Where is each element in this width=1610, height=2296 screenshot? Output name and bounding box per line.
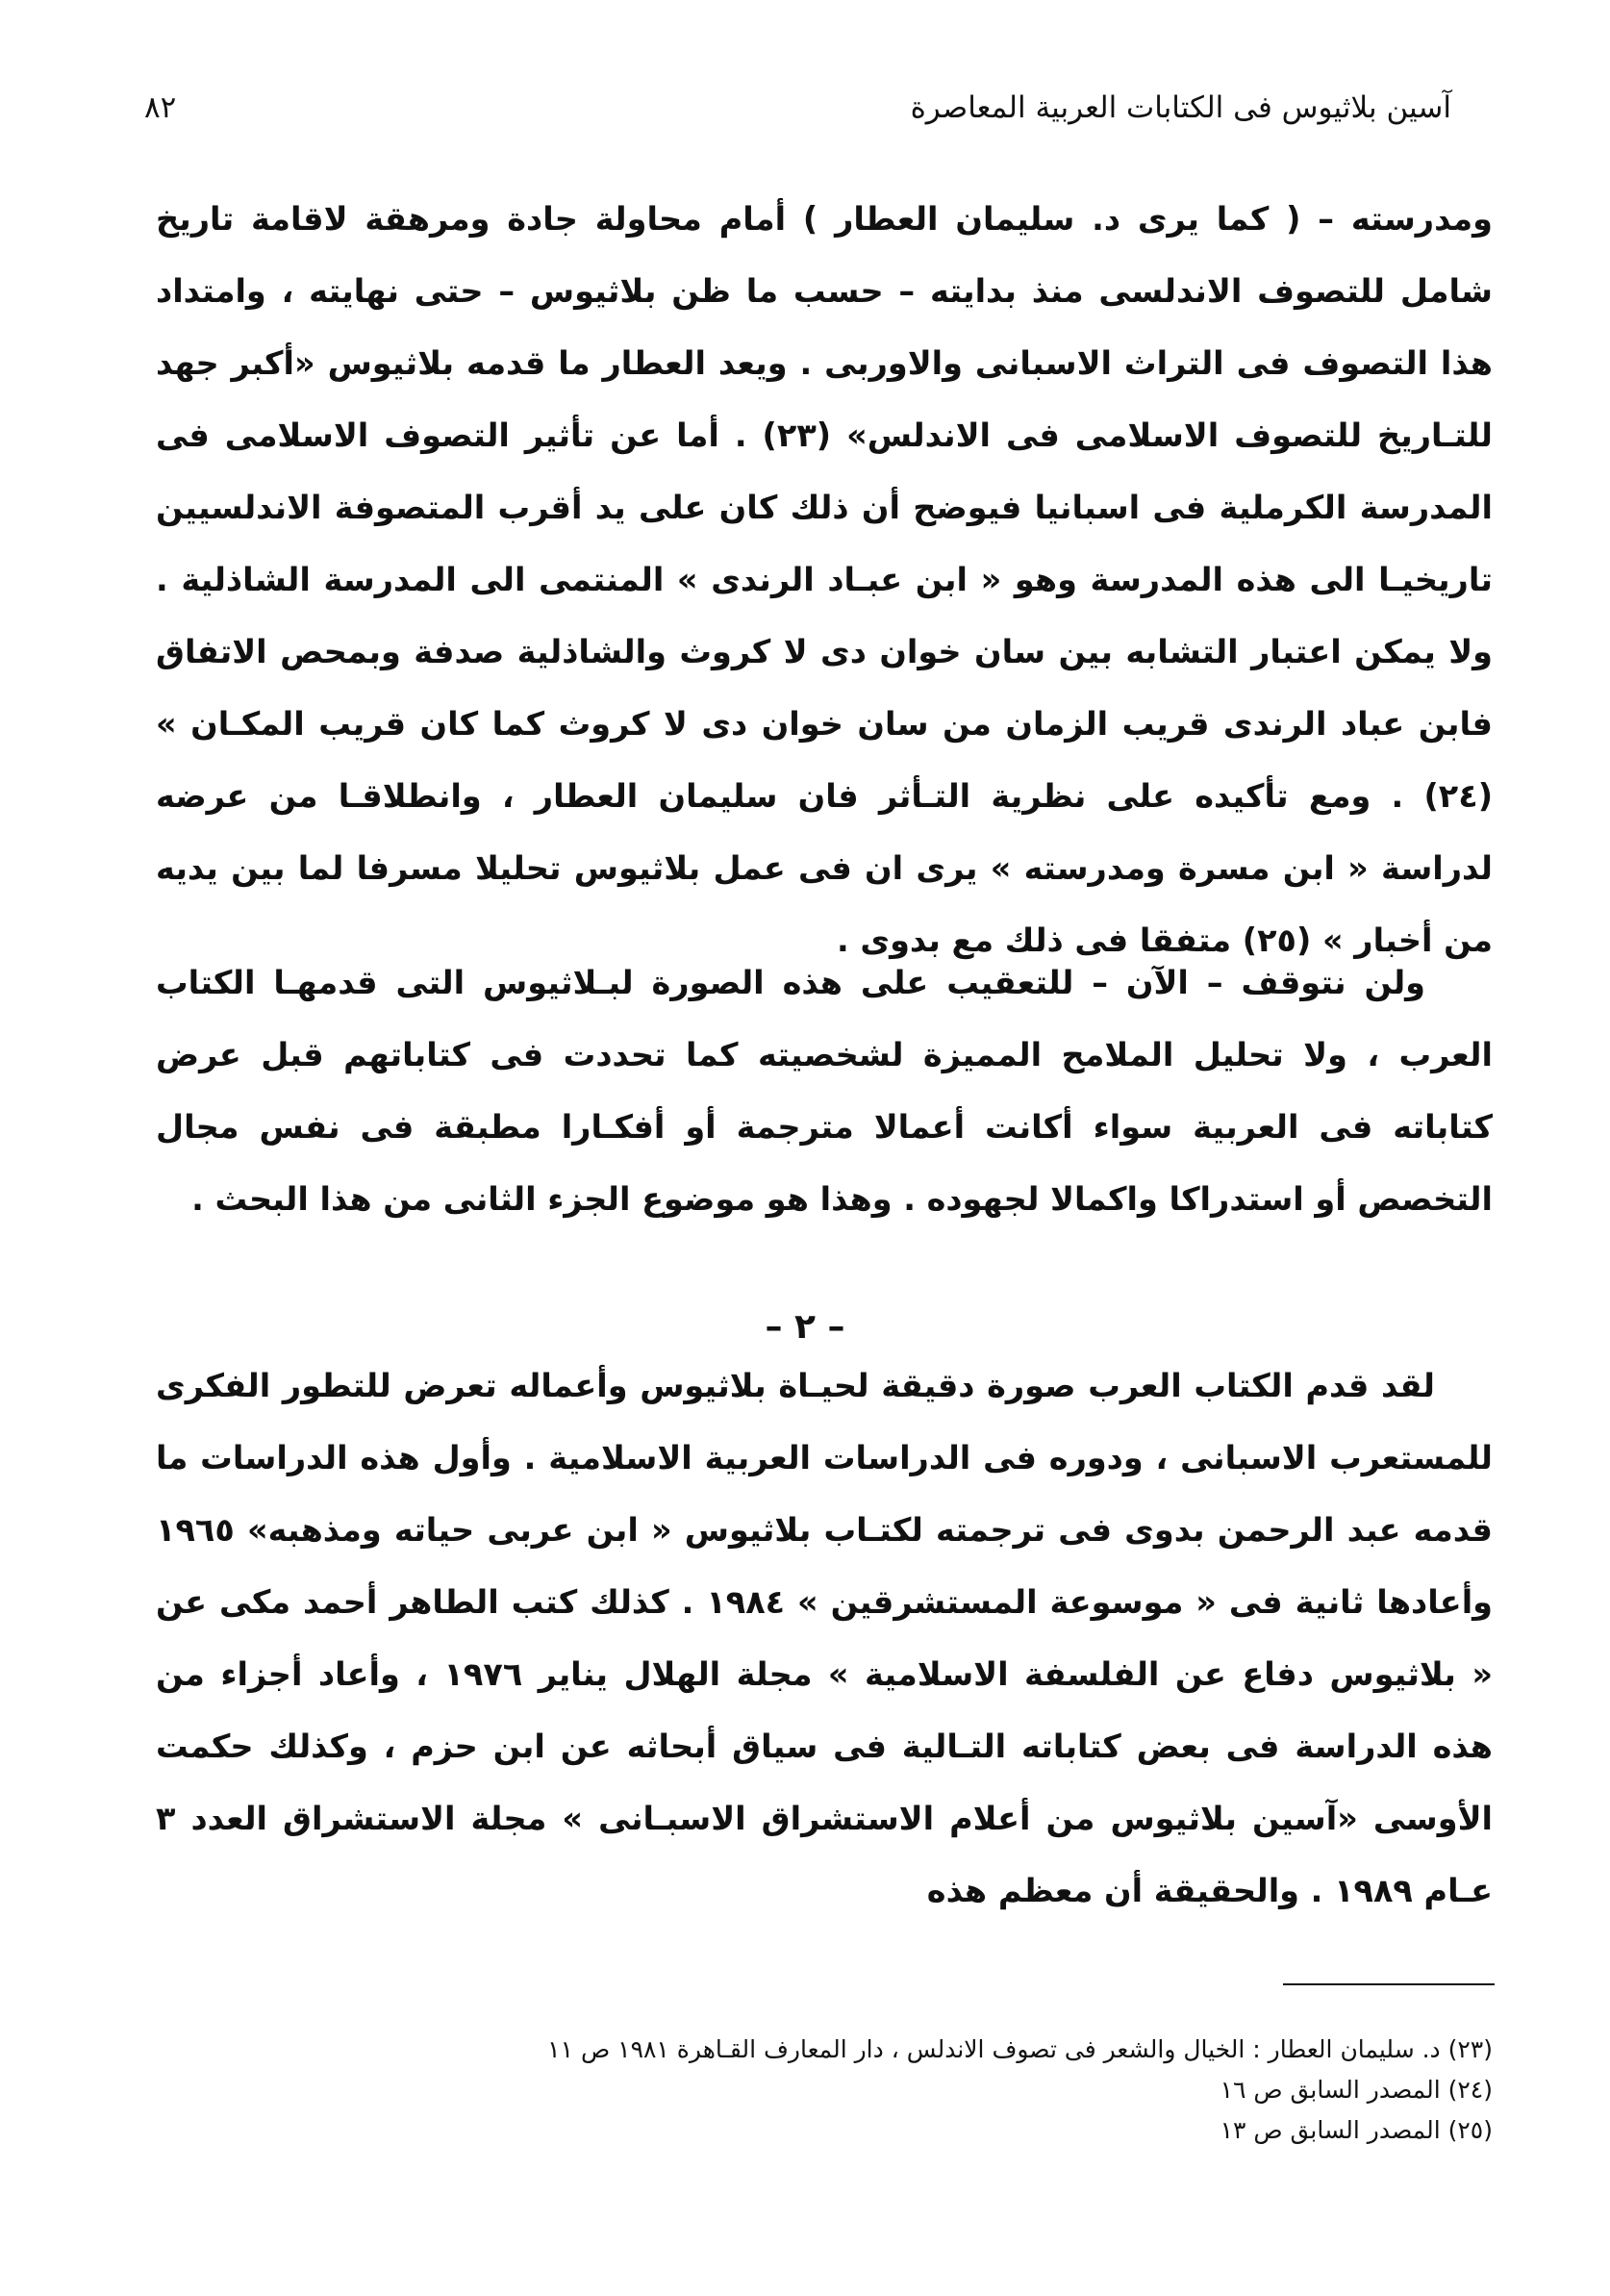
- running-title: آسين بلاثيوس فى الكتابات العربية المعاصرة: [910, 90, 1451, 125]
- section-number: – ٢ –: [765, 1307, 845, 1347]
- footnote-separator: [1283, 1983, 1495, 1985]
- body-text-section-1: [156, 183, 1493, 976]
- paragraph-3: لقد قدم الكتاب العرب صورة دقيقة لحيـاة بلاثيوس وأعماله تعرض للتطور الفكرى للمستعرب الاسبانى ، ودوره فى الدراسات العربية الاسلامية . وأول هذه الدراسات ما قدمه عبد الرحمن بدوى فى ترجمته لكتـاب بلاثيوس « ابن عربى حياته ومذهبه» ١٩٦٥ وأعادها ثانية فى « موسوعة المستشرقين » ١٩٨٤ . كذلك كتب الطاهر أحمد مكى عن « بلاثيوس دفاع عن الفلسفة الاسلامية » مجلة الهلال يناير ١٩٧٦ ، وأعاد أجزاء من هذه الدراسة فى بعض كتاباته التـالية فى سياق أبحاثه عن ابن حزم ، وكذلك حكمت الأوسى «آسين بلاثيوس من أعلام الاستشراق الاسبـانى » مجلة الاستشراق العدد ٣ عـام ١٩٨٩ . والحقيقة أن معظم هذه: [156, 1367, 1494, 1909]
- paragraph-1: ومدرسته – ( كما يرى د. سليمان العطار ) أمام محاولة جادة ومرهقة لاقامة تاريخ شامل للتصوف الاندلسى منذ بدايته – حسب ما ظن بلاثيوس – حتى نهايته ، وامتداد هذا التصوف فى التراث الاسبانى والاوربى . ويعد العطار ما قدمه بلاثيوس «أكبر جهد للتـاريخ للتصوف الاسلامى فى الاندلس» (٢٣) . أما عن تأثير التصوف الاسلامى فى المدرسة الكرملية فى اسبانيا فيوضح أن ذلك كان على يد أقرب المتصوفة الاندلسيين تاريخيـا الى هذه المدرسة وهو « ابن عبـاد الرندى » المنتمى الى المدرسة الشاذلية . ولا يمكن اعتبار التشابه بين سان خوان دى لا كروث والشاذلية صدفة وبمحص الاتفاق فابن عباد الرندى قريب الزمان من سان خوان دى لا كروث كما كان قريب المكـان » (٢٤) . ومع تأكيده على نظرية التـأثر فان سليمان العطار ، وانطلاقـا من عرضه لدراسة « ابن مسرة ومدرسته » يرى ان فى عمل بلاثيوس تحليلا مسرفا لما بين يديه من أخبار » (٢٥) متفقا فى ذلك مع بدوى .: [156, 200, 1493, 959]
- page-number: ٨٢: [144, 90, 177, 125]
- footnote-23: (٢٣) د. سليمان العطار : الخيال والشعر فى تصوف الاندلس ، دار المعارف القـاهرة ١٩٨١ ص ١١: [547, 2035, 1493, 2063]
- footnote-25: (٢٥) المصدر السابق ص ١٣: [1220, 2116, 1493, 2144]
- paragraph-2: ولن نتوقف – الآن – للتعقيب على هذه الصورة لبـلاثيوس التى قدمهـا الكتاب العرب ، ولا تحليل الملامح المميزة لشخصيته كما تحددت فى كتاباتهم قبل عرض كتاباته فى العربية سواء أكانت أعمالا مترجمة أو أفكـارا مطبقة فى نفس مجال التخصص أو استدراكا واكمالا لجهوده . وهذا هو موضوع الجزء الثانى من هذا البحث .: [156, 964, 1493, 1218]
- body-text-section-2: [156, 946, 1493, 1235]
- page-header: [144, 79, 1451, 137]
- body-text-section-3: [156, 1350, 1493, 1927]
- footnotes: [164, 2030, 1493, 2151]
- footnote-24: (٢٤) المصدر السابق ص ١٦: [1220, 2076, 1493, 2104]
